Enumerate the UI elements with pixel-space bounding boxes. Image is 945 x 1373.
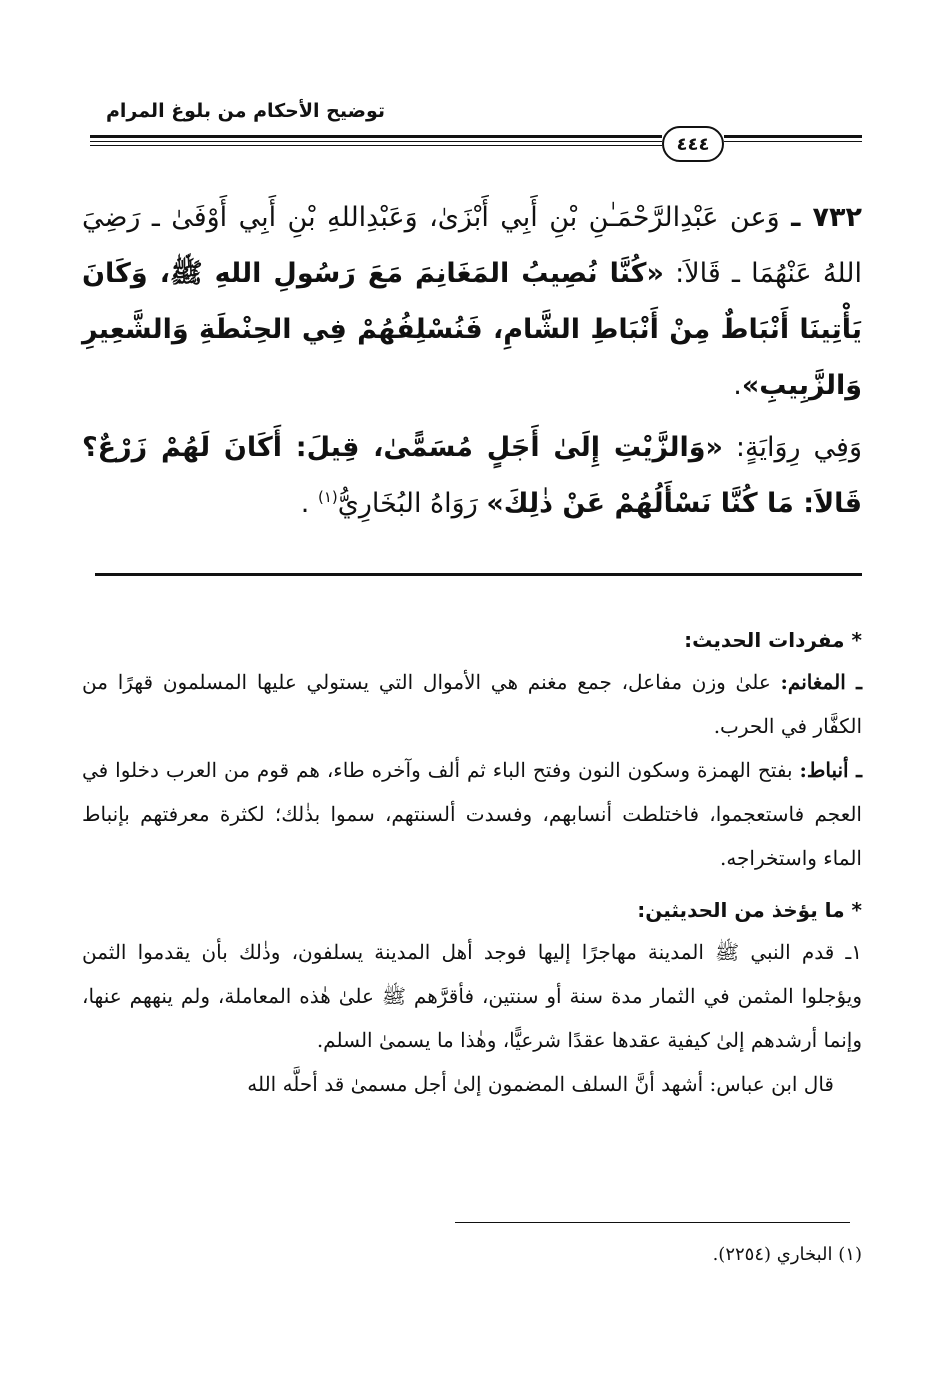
hadith-intro: وَعن عَبْدِالرَّحْمَـٰنِ بْنِ أَبِي أَبْزَىٰ، وَعَبْدِاللهِ بْنِ أَبِي أَوْفَىٰ ـ رَضِيَ اللهُ عَنْهُمَا ـ قَالاَ:	[82, 202, 862, 289]
vocab-term: ـ المغانم:	[780, 670, 862, 694]
lesson-item-1: ١ـ قدم النبي ﷺ المدينة مهاجرًا إليها فوجد أهل المدينة يسلفون، وذٰلك بأن يقدموا الثمن ويؤجلوا المثمن في الثمار مدة سنة أو سنتين، فأقرَّهم ﷺ علىٰ هٰذه المعاملة، ولم ينههم عنها، وإنما أرشدهم إلىٰ كيفية عقدها عقدًا شرعيًّا، وهٰذا ما يسمىٰ السلم.	[82, 940, 862, 1052]
vocab-heading: * مفردات الحديث:	[684, 628, 862, 652]
riwaya-paragraph	[82, 420, 862, 532]
riwaya-intro: وَفِي رِوَايَةٍ:	[735, 432, 862, 463]
lessons-heading: * ما يؤخذ من الحديثين:	[637, 898, 862, 922]
hadith-text	[82, 190, 862, 532]
vocab-definition: علىٰ وزن مفاعل، جمع مغنم هي الأموال التي يستولي عليها المسلمون قهرًا من الكفَّار في الحرب.	[82, 670, 862, 738]
section-divider	[95, 573, 862, 576]
hadith-number: ٧٣٢ ـ	[791, 202, 862, 233]
hadith-quote: «كُنَّا نُصِيبُ المَغَانِمَ مَعَ رَسُولِ اللهِ ﷺ، وَكَانَ يَأْتِينَا أَنْبَاطٌ مِنْ أَنْبَاطِ الشَّامِ، فَنُسْلِفُهُمْ فِي الحِنْطَةِ وَالشَّعِيرِ وَالزَّبِيبِ»	[82, 258, 862, 401]
header-rule-left	[90, 135, 662, 138]
commentary	[82, 620, 862, 1106]
riwaya-end: .	[300, 488, 310, 519]
header-rule-left-thin-2	[90, 145, 662, 146]
riwaya-quote: «وَالزَّيْتِ إِلَىٰ أَجَلٍ مُسَمًّىٰ، قِيلَ: أَكَانَ لَهُمْ زَرْعٌ؟ قَالاَ: مَا كُنَّا نَسْأَلُهُمْ عَنْ ذٰلِكَ»	[82, 432, 862, 519]
vocab-entry-anbat	[82, 748, 862, 880]
vocab-entry-maghanim	[82, 660, 862, 748]
lesson-quote-line: قال ابن عباس: أشهد أنَّ السلف المضمون إلىٰ أجل مسمىٰ قد أحلَّه الله	[247, 1072, 834, 1096]
hadith-paragraph	[82, 190, 862, 414]
page-number-badge: ٤٤٤	[662, 126, 724, 162]
footnote-rule	[455, 1222, 850, 1223]
footnote-ref: (١)	[317, 488, 338, 506]
vocab-term: ـ أنباط:	[799, 758, 863, 782]
narrator: رَوَاهُ البُخَارِيُّ	[337, 488, 478, 519]
vocab-definition: بفتح الهمزة وسكون النون وفتح الباء ثم ألف وآخره طاء، هم قوم من العرب دخلوا في العجم فاستعجموا، فاختلطت أنسابهم، وفسدت ألسنتهم، سموا بذٰلك؛ لكثرة معرفتهم بإنباط الماء واستخراجه.	[82, 758, 862, 870]
header-rule-left-thin	[90, 141, 662, 142]
header-rule-right-thin	[724, 141, 862, 142]
footnote: (١) البخاري (٢٢٥٤).	[712, 1244, 862, 1265]
running-title: توضيح الأحكام من بلوغ المرام	[105, 100, 385, 122]
header-rule-right	[724, 135, 862, 138]
hadith-end: .	[733, 370, 742, 401]
